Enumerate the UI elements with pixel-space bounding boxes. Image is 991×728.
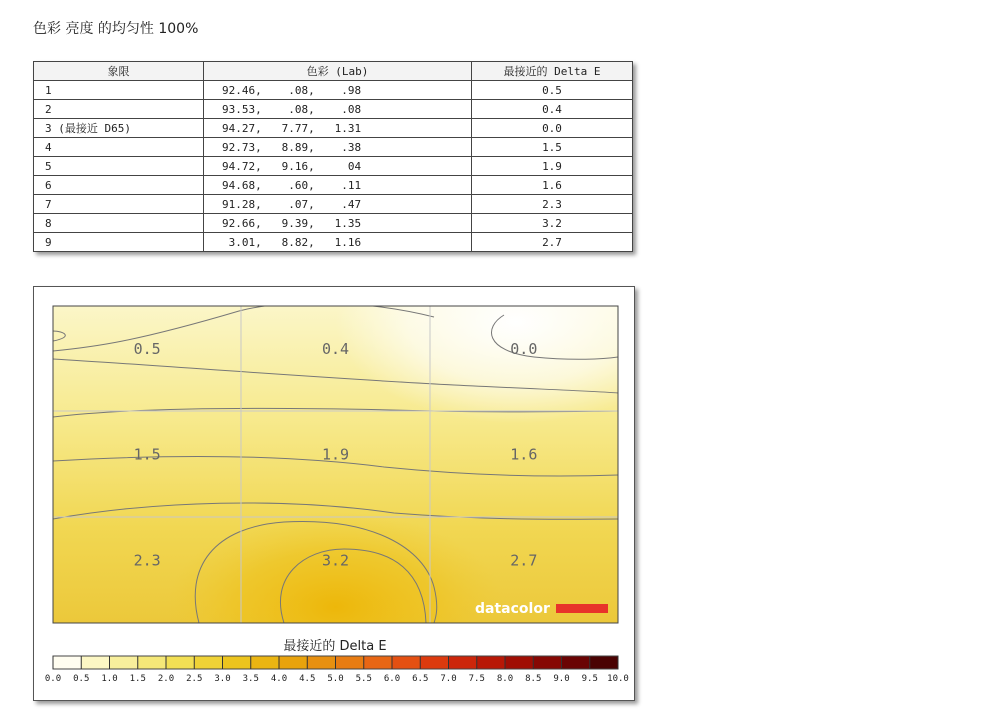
colorbar-tick-label: 2.5 — [186, 674, 203, 684]
colorbar-swatch — [449, 656, 478, 669]
table-row — [34, 138, 633, 157]
lab-cell: 92.46, .08, .98 — [204, 81, 472, 100]
colorbar-tick-label: 4.5 — [299, 674, 316, 684]
uniformity-chart-panel — [33, 286, 635, 701]
colorbar-tick-label: 3.0 — [214, 674, 231, 684]
colorbar-tick-label: 0.0 — [44, 674, 62, 684]
colorbar-title: 最接近的 Delta E — [283, 639, 387, 654]
cell-value-label: 1.5 — [133, 445, 161, 464]
quadrant-cell: 5 — [34, 157, 204, 176]
delta-e-cell: 2.3 — [472, 195, 633, 214]
cell-value-label: 2.3 — [133, 551, 161, 570]
colorbar-tick-label: 8.5 — [525, 674, 542, 684]
colorbar-tick-label: 10.0 — [607, 674, 629, 684]
delta-e-cell: 1.9 — [472, 157, 633, 176]
cell-value-label: 2.7 — [510, 551, 538, 570]
header-delta-e: 最接近的 Delta E — [472, 62, 633, 81]
lab-cell: 3.01, 8.82, 1.16 — [204, 233, 472, 252]
colorbar-swatch — [251, 656, 280, 669]
lab-cell: 92.66, 9.39, 1.35 — [204, 214, 472, 233]
uniformity-heatmap — [34, 287, 634, 700]
page-title: 色彩 亮度 的均匀性 100% — [33, 21, 199, 37]
table-row — [34, 100, 633, 119]
colorbar-tick-label: 1.0 — [101, 674, 118, 684]
lab-cell: 94.68, .60, .11 — [204, 176, 472, 195]
table-row — [34, 157, 633, 176]
colorbar-swatch — [562, 656, 591, 669]
table-row — [34, 81, 633, 100]
lab-cell: 93.53, .08, .08 — [204, 100, 472, 119]
lab-cell: 94.72, 9.16, 04 — [204, 157, 472, 176]
colorbar-tick-label: 9.0 — [553, 674, 570, 684]
colorbar-swatch — [364, 656, 393, 669]
colorbar-tick-label: 6.0 — [383, 674, 401, 684]
lab-cell: 91.28, .07, .47 — [204, 195, 472, 214]
colorbar-tick-label: 4.0 — [270, 674, 288, 684]
delta-e-cell: 3.2 — [472, 214, 633, 233]
header-lab: 色彩 (Lab) — [204, 62, 472, 81]
colorbar-swatch — [307, 656, 336, 669]
colorbar-tick-label: 7.0 — [440, 674, 457, 684]
quadrant-cell: 9 — [34, 233, 204, 252]
table-row — [34, 195, 633, 214]
table-row — [34, 176, 633, 195]
lab-table — [33, 61, 633, 252]
colorbar-tick-label: 1.5 — [129, 674, 146, 684]
colorbar-swatch — [279, 656, 308, 669]
cell-value-label: 0.4 — [321, 340, 350, 358]
quadrant-cell: 8 — [34, 214, 204, 233]
cell-value-label: 1.9 — [321, 445, 350, 464]
cell-value-label: 3.2 — [321, 551, 350, 570]
brand-bar — [556, 604, 608, 613]
table-row — [34, 214, 633, 233]
cell-value-label: 0.0 — [510, 340, 538, 358]
colorbar-swatch — [81, 656, 110, 669]
colorbar-tick-label: 0.5 — [73, 674, 90, 684]
delta-e-cell: 0.0 — [472, 119, 633, 138]
cell-value-label: 0.5 — [133, 340, 161, 358]
colorbar-swatch — [138, 656, 167, 669]
table-header-row — [34, 62, 633, 81]
colorbar-tick-label: 6.5 — [412, 674, 429, 684]
table-row — [34, 233, 633, 252]
colorbar-swatch — [533, 656, 562, 669]
table-row — [34, 119, 633, 138]
quadrant-cell: 3 (最接近 D65) — [34, 119, 204, 138]
colorbar-swatch — [110, 656, 139, 669]
delta-e-cell: 2.7 — [472, 233, 633, 252]
colorbar-tick-label: 3.5 — [242, 674, 259, 684]
quadrant-cell: 7 — [34, 195, 204, 214]
colorbar-tick-label: 2.0 — [157, 674, 175, 684]
delta-e-cell: 0.5 — [472, 81, 633, 100]
quadrant-cell: 6 — [34, 176, 204, 195]
quadrant-cell: 1 — [34, 81, 204, 100]
lab-cell: 92.73, 8.89, .38 — [204, 138, 472, 157]
delta-e-cell: 1.6 — [472, 176, 633, 195]
colorbar-swatch — [336, 656, 365, 669]
delta-e-cell: 0.4 — [472, 100, 633, 119]
colorbar-swatch — [392, 656, 421, 669]
colorbar-swatch — [420, 656, 449, 669]
colorbar-swatch — [223, 656, 252, 669]
colorbar-tick-label: 5.0 — [327, 674, 344, 684]
colorbar-tick-label: 9.5 — [581, 674, 598, 684]
delta-e-cell: 1.5 — [472, 138, 633, 157]
colorbar-tick-label: 7.5 — [468, 674, 485, 684]
colorbar-swatch — [194, 656, 223, 669]
colorbar-swatch — [477, 656, 506, 669]
colorbar-swatch — [166, 656, 195, 669]
colorbar-tick-label: 5.5 — [355, 674, 372, 684]
brand-text: datacolor — [475, 601, 550, 617]
colorbar-swatch — [505, 656, 534, 669]
quadrant-cell: 4 — [34, 138, 204, 157]
colorbar-swatch — [53, 656, 82, 669]
lab-cell: 94.27, 7.77, 1.31 — [204, 119, 472, 138]
colorbar-tick-label: 8.0 — [496, 674, 514, 684]
lab-table-container — [33, 61, 633, 252]
quadrant-cell: 2 — [34, 100, 204, 119]
cell-value-label: 1.6 — [510, 445, 538, 464]
header-quadrant: 象限 — [34, 62, 204, 81]
colorbar-swatch — [590, 656, 619, 669]
